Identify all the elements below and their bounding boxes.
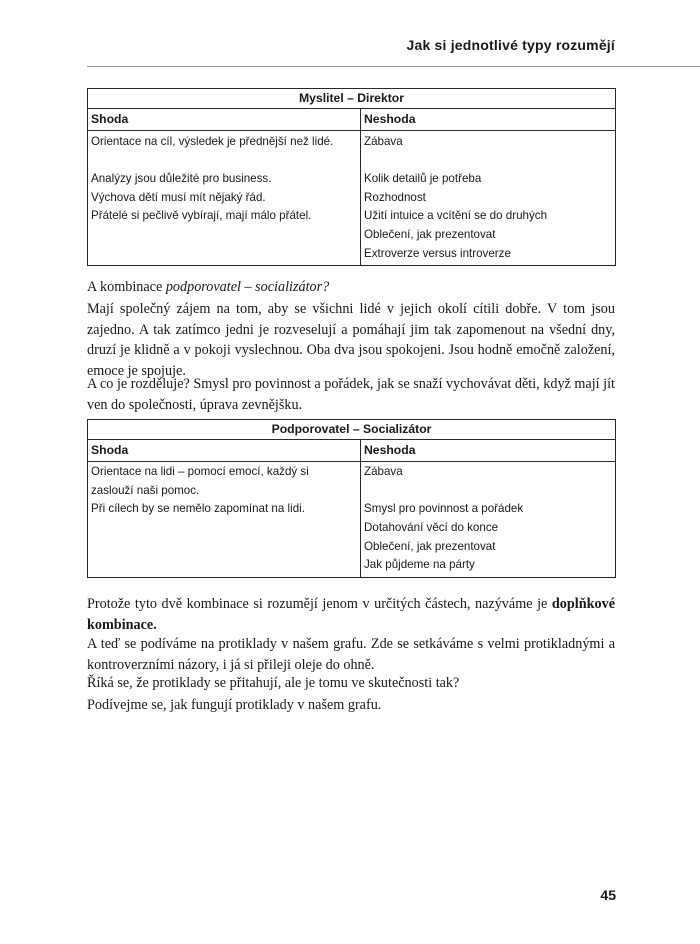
list-item: Orientace na cíl, výsledek je přednější než lidé. (91, 135, 334, 148)
table-cell-neshoda (361, 462, 616, 578)
list-item-spacer (364, 482, 612, 501)
paragraph: Podívejme se, jak fungují protiklady v našem grafu. (87, 697, 382, 713)
paragraph: Říká se, že protiklady se přitahují, ale je tomu ve skutečnosti tak? (87, 675, 460, 691)
list-item: Rozhodnost (364, 190, 426, 204)
list-item-spacer (364, 152, 612, 171)
page-number: 45 (600, 887, 616, 903)
header-rule (87, 66, 700, 67)
column-header-neshoda: Neshoda (361, 109, 616, 131)
table-podporovatel-socializator (87, 419, 616, 578)
list-item: Přátelé si pečlivě vybírají, mají málo přátel. (91, 209, 312, 223)
emphasis: podporovatel – socializátor? (165, 279, 330, 295)
list-item: Při cílech by se nemělo zapomínat na lidi. (91, 502, 305, 516)
paragraph-question: A kombinace podporovatel – socializátor? (87, 279, 330, 295)
paragraph: A teď se podíváme na protiklady v našem grafu. Zde se setkáváme s velmi protikladnými a kontroverzními názory, i já si přileji oleje do ohně. (87, 636, 615, 673)
list-item: Výchova dětí musí mít nějaký řád. (91, 190, 266, 204)
list-item: zaslouží naši pomoc. (91, 483, 200, 497)
list-item: Smysl pro povinnost a pořádek (364, 502, 524, 516)
list-item-spacer (91, 152, 357, 171)
running-head-title: Jak si jednotlivé typy rozumějí (406, 37, 615, 53)
list-item: Kolik detailů je potřeba (364, 172, 482, 186)
list-item: Orientace na lidi – pomocí emocí, každý si (91, 465, 309, 478)
paragraph: A co je rozděluje? Smysl pro povinnost a pořádek, jak se snaží vychovávat děti, když mají jít ven do společnosti, úprava zevnějšku. (87, 376, 615, 413)
table-cell-shoda (88, 131, 361, 266)
list-item: Zábava (364, 465, 403, 478)
paragraph: Mají společný zájem na tom, aby se všichni lidé v jejich okolí cítili dobře. V tom jsou zajedno. A tak zatímco jedni je rozveselují a pomáhají jim tak zapomenout na všední dny, druzí je klidně a v pokoji vyslechnou. Oba dva jsou spokojeni. Jsou hodně emočně založení, emoce je spojuje. (87, 301, 615, 379)
column-header-shoda: Shoda (88, 109, 361, 131)
column-header-shoda: Shoda (88, 440, 361, 462)
bold-term: doplňkové kombinace. (87, 596, 615, 633)
column-header-neshoda: Neshoda (361, 440, 616, 462)
table-title: Myslitel – Direktor (88, 89, 616, 109)
table-title: Podporovatel – Socializátor (88, 420, 616, 440)
table-cell-neshoda (361, 131, 616, 266)
list-item: Jak půjdeme na párty (364, 558, 475, 572)
list-item: Oblečení, jak prezentovat (364, 227, 496, 241)
list-item: Dotahování věcí do konce (364, 521, 499, 535)
list-item: Analýzy jsou důležité pro business. (91, 172, 272, 186)
table-cell-shoda (88, 462, 361, 578)
paragraph-complementary: Protože tyto dvě kombinace si rozumějí jenom v určitých částech, nazýváme je doplňkové kombinace. (87, 596, 615, 633)
table-myslitel-direktor (87, 88, 616, 266)
list-item: Užití intuice a vcítění se do druhých (364, 209, 548, 223)
list-item: Extroverze versus introverze (364, 246, 511, 260)
list-item: Zábava (364, 135, 403, 148)
list-item: Oblečení, jak prezentovat (364, 539, 496, 553)
